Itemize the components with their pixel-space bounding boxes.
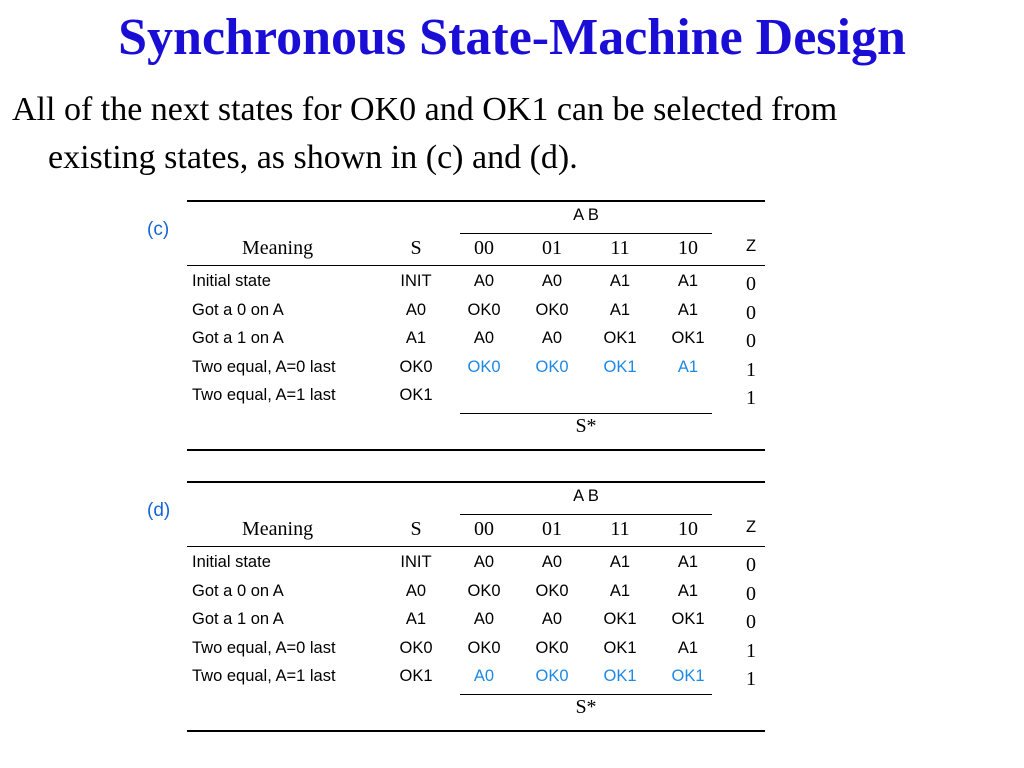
group-header-ab: A B (573, 487, 599, 505)
next-state-11: OK1 (603, 357, 637, 376)
table-top-rule (187, 200, 765, 202)
next-state-01: OK0 (535, 667, 569, 685)
next-state-01: A0 (541, 272, 563, 290)
group-header-rule (460, 233, 712, 234)
row-state: INIT (400, 553, 432, 571)
next-state-01: A0 (541, 610, 563, 628)
row-output-z: 0 (746, 330, 756, 352)
next-state-10: OK1 (671, 667, 705, 685)
table-bottom-rule (187, 449, 765, 451)
row-meaning: Got a 0 on A (192, 300, 284, 319)
header-output-z: Z (745, 237, 757, 255)
next-state-00: OK0 (467, 638, 501, 657)
next-state-11: OK1 (603, 667, 637, 685)
body-end-rule (460, 413, 712, 414)
row-output-z: 1 (746, 668, 756, 690)
row-state: OK0 (399, 357, 433, 376)
next-state-00: A0 (473, 667, 495, 685)
next-state-10: A1 (677, 638, 699, 657)
row-meaning: Got a 1 on A (192, 610, 284, 628)
next-state-11: OK1 (603, 638, 637, 657)
next-state-10: A1 (677, 581, 699, 600)
next-state-10: A1 (677, 357, 699, 376)
row-meaning: Got a 1 on A (192, 329, 284, 347)
next-state-01: OK0 (535, 638, 569, 657)
next-state-00: OK0 (467, 300, 501, 319)
row-output-z: 1 (746, 387, 756, 409)
table-label: (c) (147, 219, 170, 240)
footer-next-state: S* (575, 415, 597, 437)
footer-next-state: S* (575, 696, 597, 718)
next-state-00: A0 (473, 610, 495, 628)
row-state: OK0 (399, 638, 433, 657)
table-label: (d) (147, 500, 171, 521)
header-rule (187, 546, 765, 547)
next-state-01: OK0 (535, 300, 569, 319)
row-output-z: 0 (746, 611, 756, 633)
next-state-01: A0 (541, 329, 563, 347)
row-meaning: Two equal, A=1 last (192, 386, 336, 404)
body-paragraph (12, 86, 1012, 182)
row-state: A0 (405, 300, 427, 319)
header-meaning: Meaning (242, 237, 314, 259)
next-state-00: OK0 (467, 581, 501, 600)
body-end-rule (460, 694, 712, 695)
next-state-01: A0 (541, 553, 563, 571)
row-output-z: 0 (746, 582, 756, 605)
row-output-z: 1 (746, 358, 756, 381)
header-input-11: 11 (610, 237, 630, 259)
row-meaning: Two equal, A=0 last (192, 638, 336, 657)
slide-title: Synchronous State-Machine Design (118, 9, 906, 66)
header-input-00: 00 (474, 518, 494, 540)
row-state: A1 (405, 329, 427, 347)
row-output-z: 0 (746, 554, 756, 576)
row-meaning: Initial state (192, 553, 271, 571)
body-line-2: existing states, as shown in (c) and (d). (48, 139, 578, 176)
row-state: A0 (405, 581, 427, 600)
row-meaning: Got a 0 on A (192, 581, 284, 600)
row-state: INIT (400, 272, 432, 290)
next-state-11: OK1 (603, 610, 637, 628)
table-bottom-rule (187, 730, 765, 732)
header-input-10: 10 (678, 237, 698, 259)
next-state-11: A1 (609, 581, 631, 600)
next-state-00: A0 (473, 553, 495, 571)
next-state-11: A1 (609, 272, 631, 290)
header-input-11: 11 (610, 518, 630, 540)
header-input-10: 10 (678, 518, 698, 540)
row-meaning: Two equal, A=1 last (192, 667, 336, 685)
state-table (187, 200, 765, 452)
next-state-01: OK0 (535, 357, 569, 376)
header-rule (187, 265, 765, 266)
group-header-ab: A B (573, 206, 599, 224)
next-state-00: A0 (473, 329, 495, 347)
row-meaning: Two equal, A=0 last (192, 357, 336, 376)
header-output-z: Z (745, 518, 757, 536)
row-output-z: 0 (746, 273, 756, 295)
row-state: OK1 (399, 386, 433, 404)
state-table (187, 481, 765, 733)
table-top-rule (187, 481, 765, 483)
next-state-10: OK1 (671, 329, 705, 347)
next-state-10: A1 (677, 553, 699, 571)
next-state-00: A0 (473, 272, 495, 290)
header-input-01: 01 (542, 237, 562, 259)
row-meaning: Initial state (192, 272, 271, 290)
row-output-z: 0 (746, 301, 756, 324)
row-output-z: 1 (746, 639, 756, 662)
header-meaning: Meaning (242, 518, 314, 540)
next-state-11: A1 (609, 300, 631, 319)
header-input-01: 01 (542, 518, 562, 540)
row-state: OK1 (399, 667, 433, 685)
next-state-10: A1 (677, 300, 699, 319)
header-input-00: 00 (474, 237, 494, 259)
next-state-11: A1 (609, 553, 631, 571)
header-state: S (410, 237, 422, 259)
header-state: S (410, 518, 422, 540)
next-state-11: OK1 (603, 329, 637, 347)
next-state-00: OK0 (467, 357, 501, 376)
group-header-rule (460, 514, 712, 515)
row-state: A1 (405, 610, 427, 628)
body-line-1: All of the next states for OK0 and OK1 can be selected from (12, 91, 838, 128)
next-state-10: A1 (677, 272, 699, 290)
next-state-10: OK1 (671, 610, 705, 628)
next-state-01: OK0 (535, 581, 569, 600)
